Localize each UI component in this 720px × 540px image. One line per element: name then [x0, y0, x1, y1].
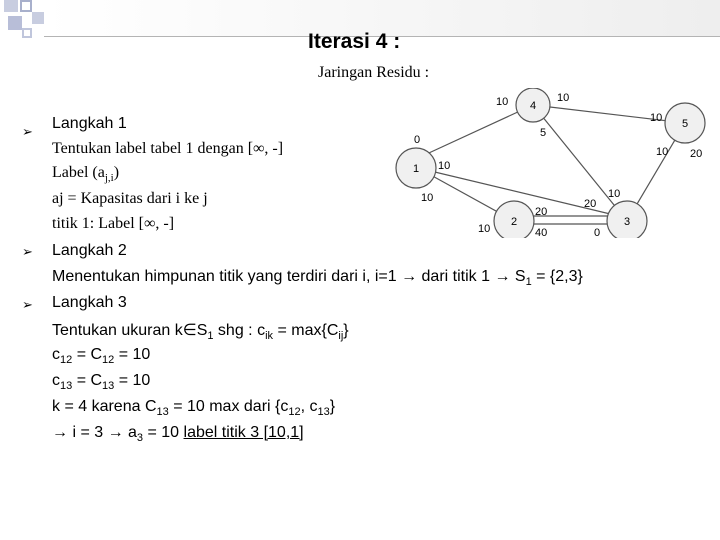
edge-label: 10 [557, 92, 570, 104]
bullet-icon: ➢ [22, 244, 33, 259]
edge-label: 10 [608, 188, 621, 200]
node-5-label: 5 [681, 118, 689, 130]
edge-1-4 [418, 105, 533, 158]
corner-decoration [0, 0, 44, 44]
step-2-title: Langkah 2 [52, 242, 127, 259]
node-3-label: 3 [623, 216, 631, 228]
step-3-line: Tentukan ukuran $k\in S_1$ shg : $c_{ik} = \max\{C_{ij}\}$ [52, 322, 349, 343]
node-2-label: 2 [510, 216, 518, 228]
step-2-line: Menentukan himpunan titik yang terdiri dari i, i=1 → dari titik $1 \to S_1 = \{2,3\}$ [52, 268, 583, 289]
edge-label: 20 [690, 148, 703, 160]
edge-label: 10 [421, 192, 434, 204]
edge-label: 20 [535, 206, 548, 218]
bullet-icon: ➢ [22, 297, 33, 312]
final-line: → $i = 3 \to a_3 = 10$ label titik 3 [10,1] [52, 424, 304, 445]
step-1-line: aj = Kapasitas dari i ke j [52, 190, 208, 207]
edge-label: 10 [656, 146, 669, 158]
edge-label: 0 [594, 227, 601, 238]
node-1-label: 1 [412, 163, 420, 175]
step-1-title: Langkah 1 [52, 115, 127, 132]
node-4-label: 4 [529, 100, 537, 112]
step-1-line: Tentukan label tabel 1 dengan [∞, -] [52, 140, 284, 157]
edge-label: 10 [478, 223, 491, 235]
edge-label: 10 [496, 96, 509, 108]
bullet-icon: ➢ [22, 124, 33, 139]
edge-label: 5 [540, 127, 547, 139]
edge-label: 10 [438, 160, 451, 172]
edge-label: 0 [414, 134, 421, 146]
edge-label: 40 [535, 227, 548, 238]
slide-title: Iterasi 4 : [308, 30, 401, 53]
edge-label: 20 [584, 198, 597, 210]
step-1-line: titik 1: Label [∞, -] [52, 215, 175, 232]
step-1-line: Label $(a_{j,i})$ [52, 164, 120, 185]
edge-label: 10 [650, 112, 663, 124]
c12-line: $c_{12} = C_{12} = 10$ [52, 346, 151, 367]
step-3-title: Langkah 3 [52, 294, 127, 311]
residual-network-diagram [394, 88, 714, 238]
c13-line: $c_{13} = C_{13} = 10$ [52, 372, 151, 393]
k-line: k = 4 karena $C_{13} = 10$ max dari {$c_{12}$, $c_{13}$} [52, 398, 336, 419]
slide-subtitle: Jaringan Residu : [318, 64, 430, 81]
edge-4-3 [533, 105, 627, 221]
